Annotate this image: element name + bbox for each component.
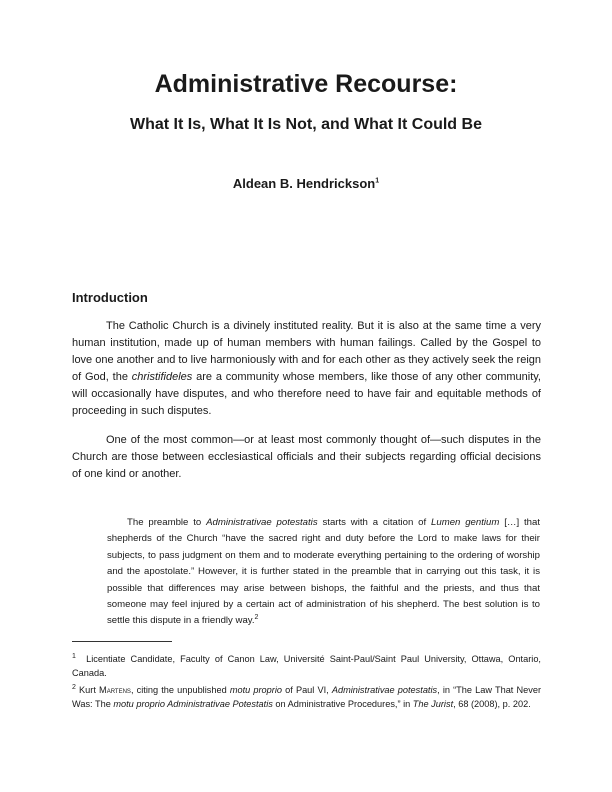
p1-text-a: The Catholic Church is a divinely instituted reality. But it is also at the same time a very human institution, made up of human members with human failings. Called by the Gospel to love one another and to live harmoniously with and for each other as they actively seek the reign of God, the xyxy=(72,320,541,383)
fn2-italic-2: Administrativae potestatis xyxy=(331,685,438,695)
fn2-text-f: , 68 (2008), p. 202. xyxy=(453,698,531,709)
author-name: Aldean B. Hendrickson xyxy=(232,176,376,191)
fn2-italic-4: The Jurist xyxy=(412,698,454,709)
p1-italic-term: christifideles xyxy=(131,371,193,383)
quote-italic-2: Lumen gentium xyxy=(431,517,500,528)
p1-text-b: are a community whose members, like those of any other community, will occasionally have disputes, and who therefore need to have fair and equitable methods of proceeding in such disputes. xyxy=(72,371,541,417)
body-paragraph-1 xyxy=(72,318,541,420)
fn2-italic-3: motu proprio Administrativae Potestatis xyxy=(113,698,273,709)
fn2-text-c: of Paul VI, xyxy=(282,685,332,695)
quote-italic-1: Administrativae potestatis xyxy=(206,517,318,528)
fn2-text-b: , citing the unpublished xyxy=(130,685,230,695)
quote-text-a: The preamble to xyxy=(127,517,207,528)
footnote-2 xyxy=(72,684,541,711)
fn2-text-d: , in “The Law That Never Was: The xyxy=(72,685,541,709)
paper-subtitle: What It Is, What It Is Not, and What It Could Be xyxy=(130,116,482,133)
fn2-text-a: Kurt xyxy=(79,685,100,695)
p2-text: One of the most common—or at least most commonly thought of—such disputes in the Church are those between ecclesiastical officials and their subjects regarding official decisions of one kind or another. xyxy=(72,434,541,480)
paper-title: Administrative Recourse: xyxy=(154,70,458,98)
fn2-author-smallcaps: Martens xyxy=(99,685,131,695)
footnote-1-text: Licentiate Candidate, Faculty of Canon Law, Université Saint-Paul/Saint Paul University, Ottawa, Ontario, Canada. xyxy=(72,654,541,678)
footnote-1 xyxy=(72,653,541,680)
section-heading-introduction: Introduction xyxy=(72,290,148,305)
fn2-italic-1: motu proprio xyxy=(229,685,282,695)
quote-text-b: starts with a citation of xyxy=(317,517,432,528)
footnote-divider xyxy=(72,641,172,642)
fn2-text-e: on Administrative Procedures,” in xyxy=(272,698,413,709)
footnote-ref-2[interactable]: 2 xyxy=(254,614,259,622)
footnote-ref-1[interactable]: 1 xyxy=(375,177,380,185)
footnote-1-marker: 1 xyxy=(72,652,76,660)
author-line xyxy=(0,176,612,191)
quote-text-c: […] that shepherds of the Church “have the sacred right and duty before the Lord to make laws for their subjects, to pass judgment on them and to moderate everything pertaining to the ordering of worship and the apostolate.” However, it is further stated in the preamble that in carrying out this task, it is possible that differences may arise between bishops, the faithful and the priests, and thus that someone may feel injured by a certain act of administration of his shepherd. The best solution is to settle this dispute in a friendly way. xyxy=(107,517,541,627)
block-quote xyxy=(107,515,540,630)
body-paragraph-2 xyxy=(72,432,541,483)
footnote-2-marker: 2 xyxy=(72,683,76,691)
